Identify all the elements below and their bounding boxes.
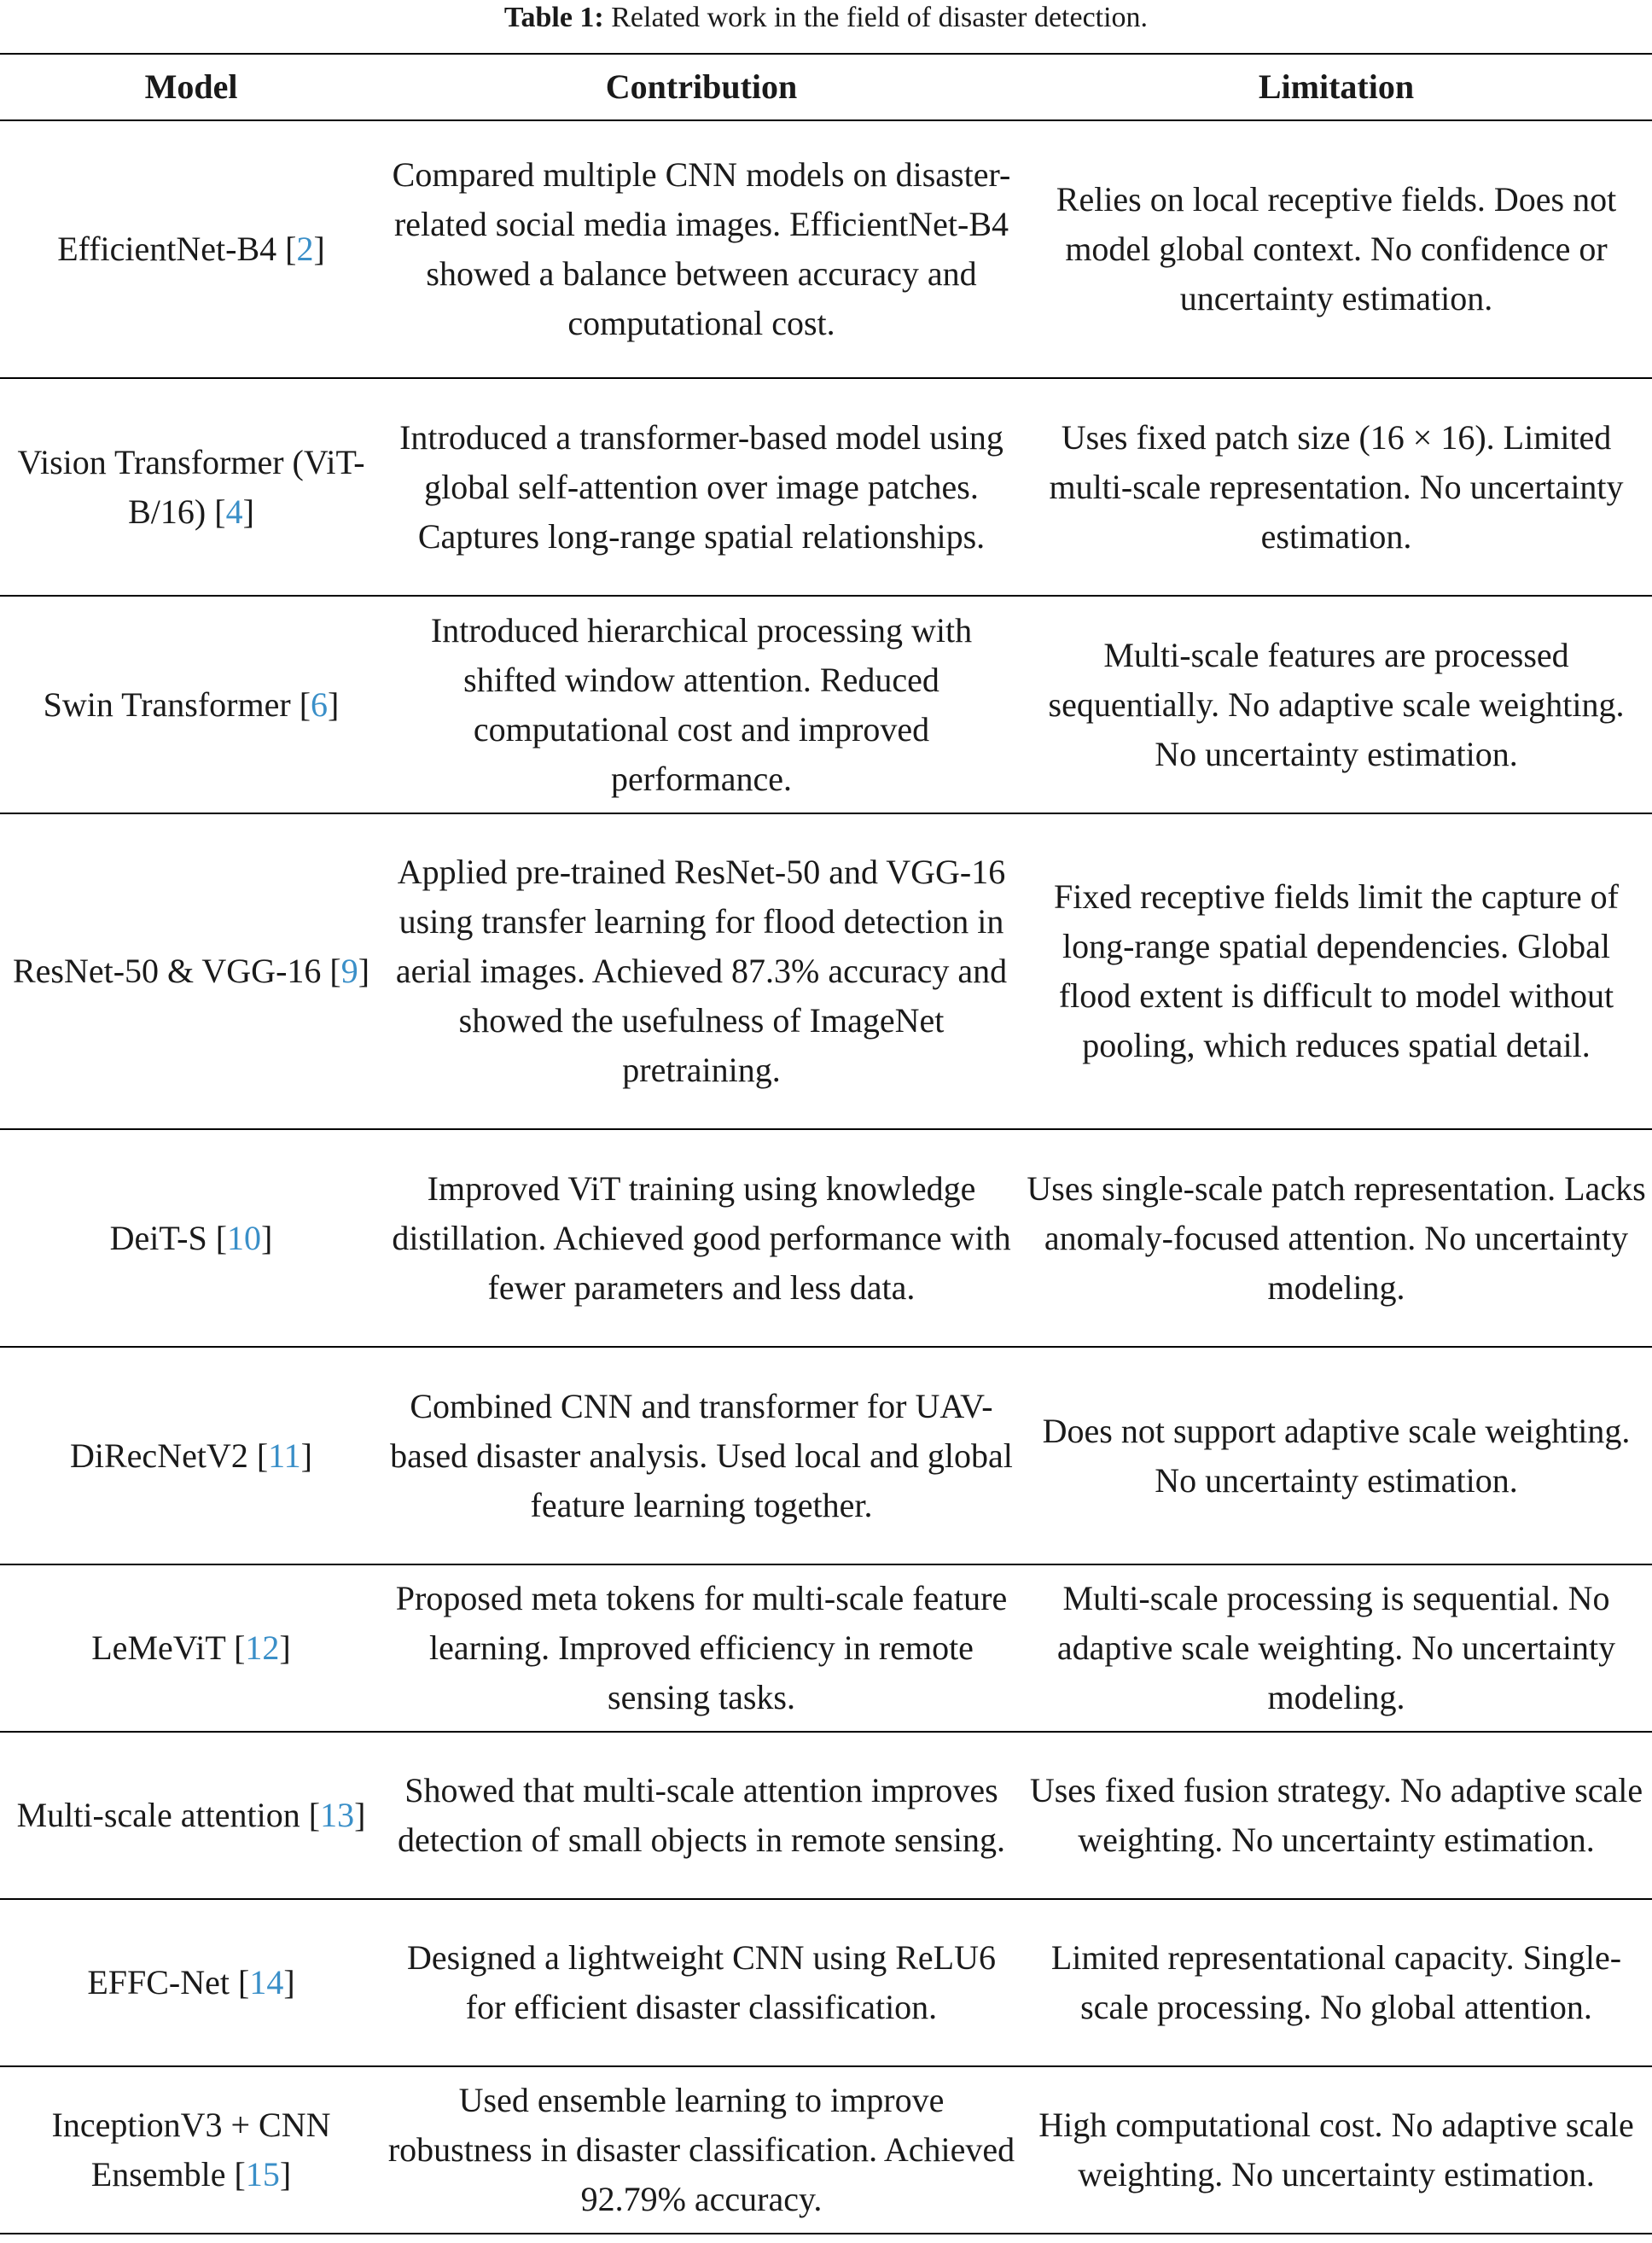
limitation-cell: Uses single-scale patch representation. Lacks anomaly-focused attention. No uncertainty modeling. xyxy=(1027,1168,1646,1307)
table-row xyxy=(0,1899,1652,2066)
limitation-cell: Does not support adaptive scale weighting. No uncertainty estimation. xyxy=(1042,1411,1631,1500)
citation-link[interactable]: 12 xyxy=(245,1628,280,1667)
citation-link[interactable]: 2 xyxy=(296,230,314,268)
limitation-cell: Uses fixed patch size (16 × 16). Limited multi-scale representation. No uncertainty estimation. xyxy=(1049,417,1624,556)
model-cell: EFFC-Net [14] xyxy=(87,1963,295,2001)
header-row xyxy=(0,54,1652,120)
citation-link[interactable]: 9 xyxy=(340,952,358,990)
table-row xyxy=(0,813,1652,1129)
limitation-cell: Fixed receptive fields limit the capture of long-range spatial dependencies. Global flood extent is difficult to model without pooling, which reduces spatial detail. xyxy=(1054,877,1619,1064)
related-work-table xyxy=(0,53,1652,2234)
citation-link[interactable]: 10 xyxy=(227,1218,262,1257)
limitation-cell: Uses fixed fusion strategy. No adaptive scale weighting. No uncertainty estimation. xyxy=(1029,1771,1643,1859)
model-cell: DiRecNetV2 [11] xyxy=(70,1436,312,1475)
model-cell: ResNet-50 & VGG-16 [9] xyxy=(12,952,370,990)
model-cell: DeiT-S [10] xyxy=(109,1218,273,1257)
citation-link[interactable]: 11 xyxy=(268,1436,301,1475)
contribution-cell: Proposed meta tokens for multi-scale feature learning. Improved efficiency in remote sensing tasks. xyxy=(395,1579,1008,1716)
limitation-cell: High computational cost. No adaptive scale weighting. No uncertainty estimation. xyxy=(1038,2106,1634,2193)
header-limitation: Limitation xyxy=(1258,67,1415,106)
limitation-cell: Relies on local receptive fields. Does not model global context. No confidence or uncertainty estimation. xyxy=(1056,180,1617,318)
table-row xyxy=(0,2066,1652,2234)
contribution-cell: Combined CNN and transformer for UAV-based disaster analysis. Used local and global feature learning together. xyxy=(390,1386,1013,1524)
contribution-cell: Improved ViT training using knowledge distillation. Achieved good performance with fewer parameters and less data. xyxy=(392,1168,1011,1307)
model-cell: Multi-scale attention [13] xyxy=(16,1796,366,1834)
limitation-cell: Multi-scale features are processed sequentially. No adaptive scale weighting. No uncertainty estimation. xyxy=(1048,635,1625,773)
header-model: Model xyxy=(144,67,238,106)
table-row xyxy=(0,1564,1652,1732)
contribution-cell: Compared multiple CNN models on disaster-related social media images. EfficientNet-B4 showed a balance between accuracy and computational cost. xyxy=(392,155,1011,342)
table-row xyxy=(0,378,1652,596)
table-row xyxy=(0,1732,1652,1899)
model-cell: LeMeViT [12] xyxy=(91,1628,291,1667)
table-row xyxy=(0,596,1652,813)
contribution-cell: Introduced hierarchical processing with shifted window attention. Reduced computational cost and improved performance. xyxy=(430,610,973,798)
header-contribution: Contribution xyxy=(605,67,798,106)
limitation-cell: Limited representational capacity. Single-scale processing. No global attention. xyxy=(1050,1938,1622,2026)
contribution-cell: Used ensemble learning to improve robustness in disaster classification. Achieved 92.79% accuracy. xyxy=(387,2081,1015,2218)
citation-link[interactable]: 6 xyxy=(311,685,329,724)
model-cell: InceptionV3 + CNN Ensemble [15] xyxy=(51,2106,331,2193)
contribution-cell: Designed a lightweight CNN using ReLU6 for efficient disaster classification. xyxy=(407,1938,996,2026)
citation-link[interactable]: 14 xyxy=(249,1963,284,2001)
citation-link[interactable]: 15 xyxy=(245,2155,280,2193)
citation-link[interactable]: 13 xyxy=(320,1796,355,1834)
table-row xyxy=(0,120,1652,378)
contribution-cell: Introduced a transformer-based model using global self-attention over image patches. Captures long-range spatial relationships. xyxy=(399,417,1003,556)
table-row xyxy=(0,1129,1652,1347)
citation-link[interactable]: 4 xyxy=(225,492,243,531)
model-cell: Vision Transformer (ViT-B/16) [4] xyxy=(17,442,365,531)
model-cell: Swin Transformer [6] xyxy=(43,685,340,724)
table-row xyxy=(0,1347,1652,1564)
caption-label: Table 1: xyxy=(503,2,604,33)
contribution-cell: Showed that multi-scale attention improves detection of small objects in remote sensing. xyxy=(397,1771,1006,1859)
contribution-cell: Applied pre-trained ResNet-50 and VGG-16 using transfer learning for flood detection in aerial images. Achieved 87.3% accuracy and showed the usefulness of ImageNet pretraining. xyxy=(395,853,1008,1089)
table-caption xyxy=(0,0,1652,53)
caption-text: Related work in the field of disaster detection. xyxy=(603,2,1149,33)
limitation-cell: Multi-scale processing is sequential. No adaptive scale weighting. No uncertainty modeling. xyxy=(1056,1579,1616,1716)
model-cell: EfficientNet-B4 [2] xyxy=(57,230,325,268)
